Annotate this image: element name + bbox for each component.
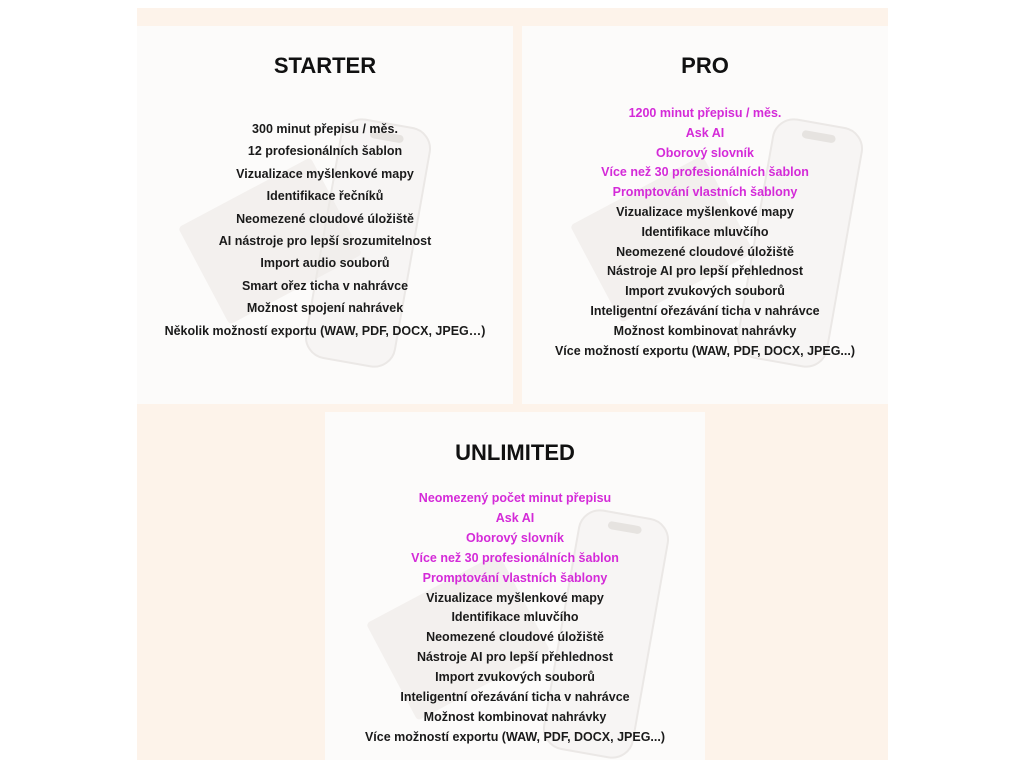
feature-item: Inteligentní ořezávání ticha v nahrávce <box>400 690 630 705</box>
feature-item: Možnost spojení nahrávek <box>246 301 404 316</box>
feature-item: Několik možností exportu (WAW, PDF, DOCX, JPEG…) <box>164 323 486 338</box>
feature-item: Nástroje AI pro lepší přehlednost <box>416 650 614 665</box>
feature-item-highlight: 1200 minut přepisu / měs. <box>628 106 782 120</box>
feature-item-highlight: Promptování vlastních šablony <box>612 185 798 200</box>
feature-item: AI nástroje pro lepší srozumitelnost <box>218 234 432 249</box>
feature-item: Inteligentní ořezávání ticha v nahrávce <box>590 303 820 318</box>
feature-item: Vizualizace myšlenkové mapy <box>236 166 414 181</box>
feature-item: 300 minut přepisu / měs. <box>252 122 398 136</box>
feature-item: Nástroje AI pro lepší přehlednost <box>606 264 804 279</box>
feature-item-highlight: Více než 30 profesionálních šablon <box>411 550 619 565</box>
feature-item: Možnost kombinovat nahrávky <box>423 709 607 724</box>
plan-title: PRO <box>681 53 729 78</box>
feature-item-highlight: Oborový slovník <box>656 145 754 160</box>
feature-item-highlight: Ask AI <box>495 510 535 525</box>
feature-item: Identifikace řečníků <box>266 189 384 204</box>
plan-card-starter <box>137 26 513 404</box>
feature-item: Import zvukových souborů <box>435 670 595 685</box>
feature-item: Vizualizace myšlenkové mapy <box>616 204 794 219</box>
feature-list <box>522 104 888 361</box>
plan-title: UNLIMITED <box>455 440 575 465</box>
feature-item: Identifikace mluvčího <box>451 610 579 625</box>
feature-item-highlight: Ask AI <box>685 125 725 140</box>
feature-item-highlight: Promptování vlastních šablony <box>422 570 608 585</box>
plan-card-pro <box>522 26 888 404</box>
feature-item: Neomezené cloudové úložiště <box>616 244 794 259</box>
feature-list <box>325 489 705 748</box>
feature-item: Více možností exportu (WAW, PDF, DOCX, JPEG...) <box>364 729 666 744</box>
feature-item: Identifikace mluvčího <box>641 224 769 239</box>
feature-item-highlight: Neomezený počet minut přepisu <box>418 491 612 505</box>
feature-item: Vizualizace myšlenkové mapy <box>426 590 604 605</box>
feature-item-highlight: Oborový slovník <box>466 530 564 545</box>
plan-card-unlimited <box>325 412 705 760</box>
feature-item: Více možností exportu (WAW, PDF, DOCX, JPEG...) <box>554 343 856 358</box>
pricing-plans <box>137 8 888 760</box>
feature-item-highlight: Více než 30 profesionálních šablon <box>601 165 809 180</box>
plan-title: STARTER <box>273 53 377 78</box>
feature-item: Neomezené cloudové úložiště <box>426 630 604 645</box>
feature-item: Neomezené cloudové úložiště <box>236 211 414 226</box>
feature-item: Import audio souborů <box>260 256 390 271</box>
feature-item: Import zvukových souborů <box>625 284 785 299</box>
feature-item: Možnost kombinovat nahrávky <box>613 323 797 338</box>
feature-item: Smart ořez ticha v nahrávce <box>241 278 409 293</box>
feature-list <box>137 118 513 342</box>
feature-item: 12 profesionálních šablon <box>247 144 403 159</box>
